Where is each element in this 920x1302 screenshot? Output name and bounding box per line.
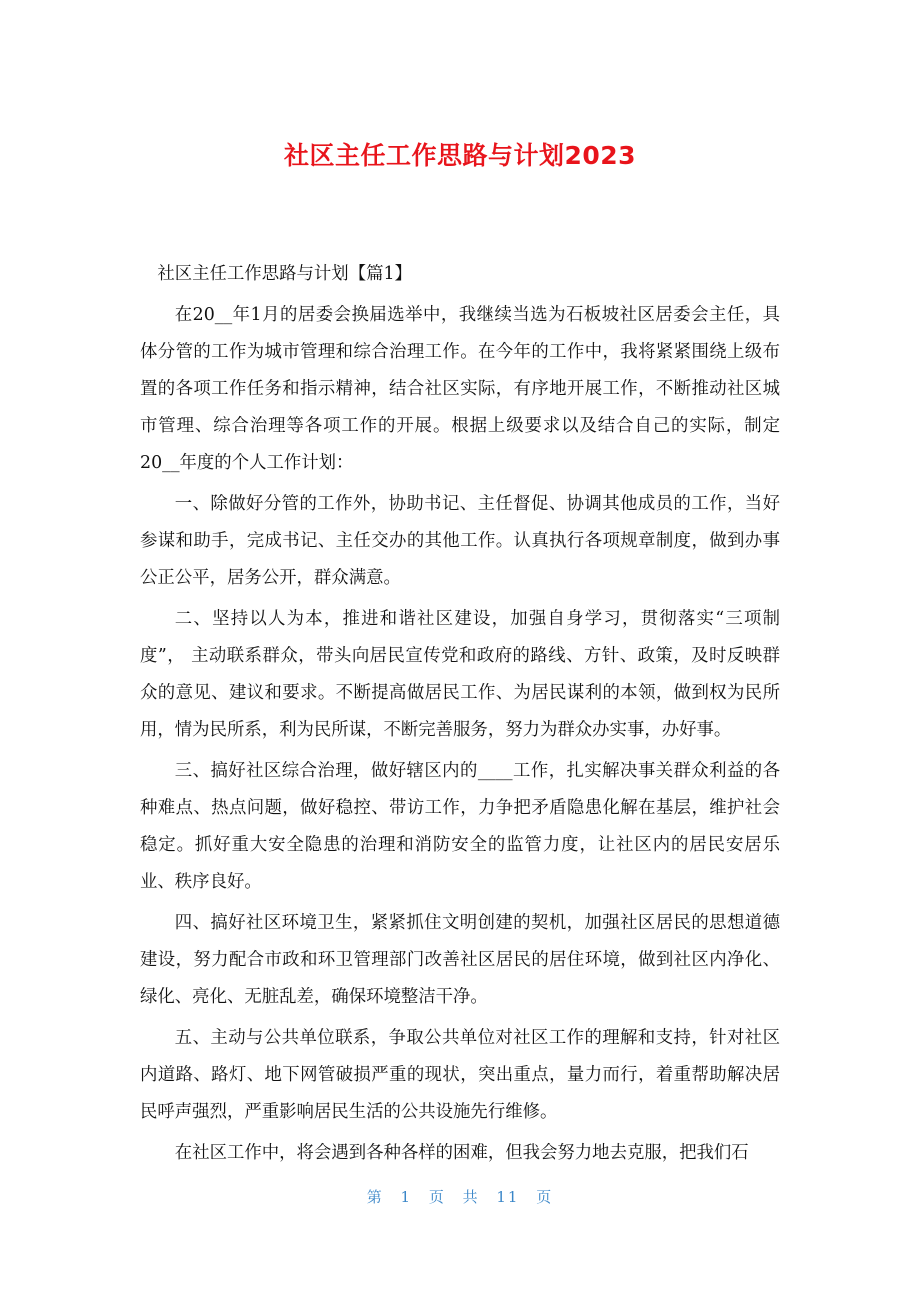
page-number-footer: 第 1 页 共 11 页: [366, 1188, 554, 1206]
paragraph-item-2: 二、坚持以人为本，推进和谐社区建设，加强自身学习，贯彻落实“三项制度”， 主动联系群众，带头向居民宣传党和政府的路线、方针、政策，及时反映群众的意见、建议和要求。不断提高做居民工作、为居民谋利的本领，做到权为民所用，情为民所系，利为民所谋，不断完善服务，努力为群众办实事，办好事。: [140, 609, 780, 740]
section-heading: 社区主任工作思路与计划【篇1】: [157, 264, 412, 284]
paragraph-item-4: 四、搞好社区环境卫生，紧紧抓住文明创建的契机，加强社区居民的思想道德建设，努力配合市政和环卫管理部门改善社区居民的居住环境，做到社区内净化、绿化、亮化、无脏乱差，确保环境整洁干净。: [140, 913, 780, 1007]
paragraph-item-5: 五、主动与公共单位联系，争取公共单位对社区工作的理解和支持，针对社区内道路、路灯、地下网管破损严重的现状，突出重点，量力而行，着重帮助解决居民呼声强烈，严重影响居民生活的公共设施先行维修。: [140, 1028, 780, 1122]
document-body: [140, 256, 780, 1176]
paragraph-item-3: 三、搞好社区综合治理，做好辖区内的____工作，扎实解决事关群众利益的各种难点、热点问题，做好稳控、带访工作，力争把矛盾隐患化解在基层，维护社会稳定。抓好重大安全隐患的治理和消防安全的监管力度，让社区内的居民安居乐业、秩序良好。: [140, 761, 780, 892]
paragraph-intro: 在20__年1月的居委会换届选举中，我继续当选为石板坡社区居委会主任，具体分管的工作为城市管理和综合治理工作。在今年的工作中，我将紧紧围绕上级布置的各项工作任务和指示精神，结合社区实际，有序地开展工作，不断推动社区城市管理、综合治理等各项工作的开展。根据上级要求以及结合自己的实际，制定20__年度的个人工作计划：: [140, 305, 780, 473]
paragraph-item-1: 一、除做好分管的工作外，协助书记、主任督促、协调其他成员的工作，当好参谋和助手，完成书记、主任交办的其他工作。认真执行各项规章制度，做到办事公正公平，居务公开，群众满意。: [140, 494, 780, 588]
document-title: 社区主任工作思路与计划2023: [283, 141, 637, 170]
paragraph-closing: 在社区工作中，将会遇到各种各样的困难，但我会努力地去克服，把我们石: [174, 1143, 749, 1163]
